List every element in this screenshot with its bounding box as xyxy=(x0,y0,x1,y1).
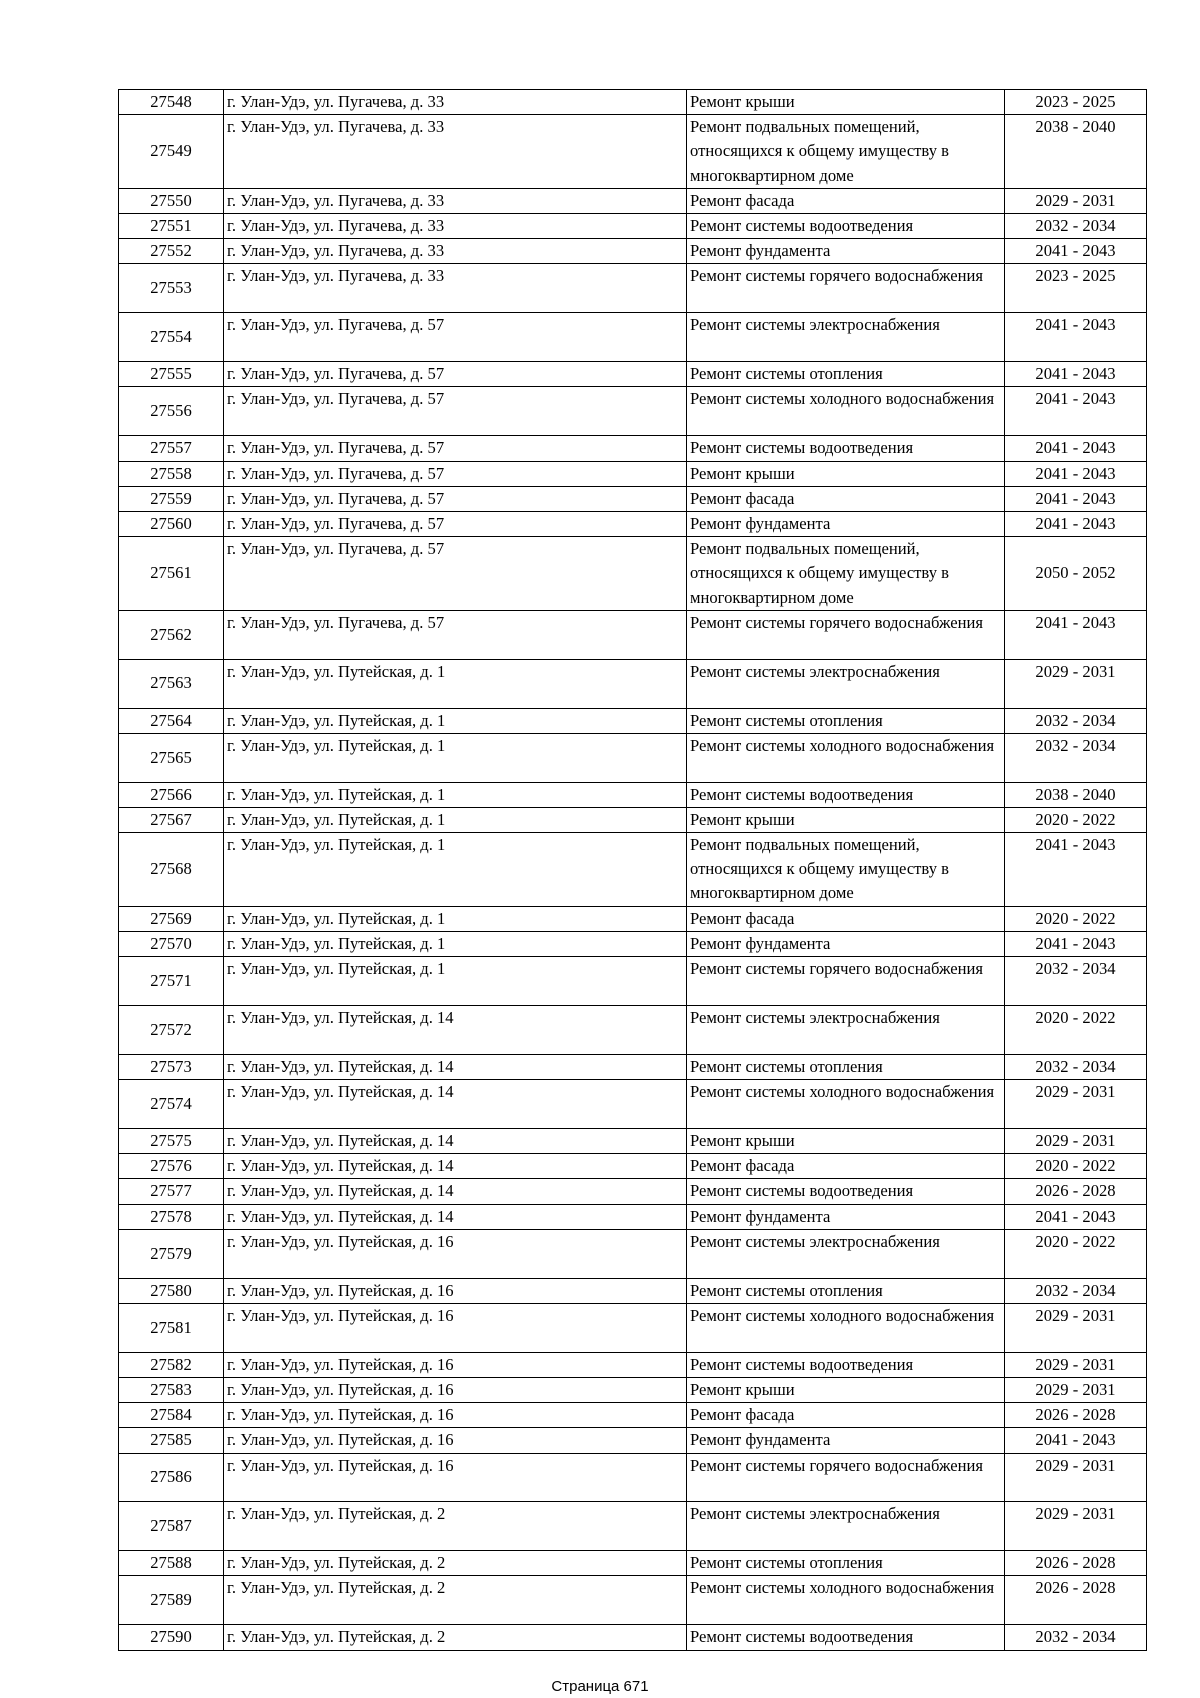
row-address: г. Улан-Удэ, ул. Пугачева, д. 57 xyxy=(224,387,687,436)
row-work-type: Ремонт системы отопления xyxy=(687,1054,1005,1079)
row-period: 2026 - 2028 xyxy=(1005,1551,1147,1576)
row-work-type: Ремонт системы отопления xyxy=(687,362,1005,387)
row-period: 2020 - 2022 xyxy=(1005,1229,1147,1278)
table-row xyxy=(119,1204,1147,1229)
row-number: 27564 xyxy=(119,708,224,733)
row-number: 27567 xyxy=(119,807,224,832)
table-row xyxy=(119,708,1147,733)
table-row xyxy=(119,1551,1147,1576)
row-work-type: Ремонт системы водоотведения xyxy=(687,214,1005,239)
row-work-type: Ремонт крыши xyxy=(687,807,1005,832)
row-address: г. Улан-Удэ, ул. Путейская, д. 16 xyxy=(224,1403,687,1428)
row-work-type: Ремонт крыши xyxy=(687,461,1005,486)
row-address: г. Улан-Удэ, ул. Путейская, д. 2 xyxy=(224,1625,687,1650)
row-period: 2041 - 2043 xyxy=(1005,833,1147,907)
row-period: 2041 - 2043 xyxy=(1005,239,1147,264)
table-row xyxy=(119,1403,1147,1428)
row-work-type: Ремонт системы отопления xyxy=(687,708,1005,733)
row-work-type: Ремонт фундамента xyxy=(687,1204,1005,1229)
row-address: г. Улан-Удэ, ул. Путейская, д. 1 xyxy=(224,782,687,807)
row-period: 2020 - 2022 xyxy=(1005,1005,1147,1054)
row-period: 2050 - 2052 xyxy=(1005,537,1147,611)
table-row xyxy=(119,1625,1147,1650)
row-work-type: Ремонт фасада xyxy=(687,906,1005,931)
row-period: 2020 - 2022 xyxy=(1005,906,1147,931)
row-work-type: Ремонт фундамента xyxy=(687,511,1005,536)
table-row xyxy=(119,188,1147,213)
row-period: 2041 - 2043 xyxy=(1005,436,1147,461)
row-number: 27582 xyxy=(119,1352,224,1377)
table-row xyxy=(119,833,1147,907)
row-period: 2029 - 2031 xyxy=(1005,1128,1147,1153)
row-period: 2020 - 2022 xyxy=(1005,1154,1147,1179)
table-row xyxy=(119,115,1147,189)
row-period: 2041 - 2043 xyxy=(1005,461,1147,486)
row-number: 27579 xyxy=(119,1229,224,1278)
row-number: 27585 xyxy=(119,1428,224,1453)
row-number: 27580 xyxy=(119,1278,224,1303)
row-address: г. Улан-Удэ, ул. Путейская, д. 1 xyxy=(224,708,687,733)
row-address: г. Улан-Удэ, ул. Пугачева, д. 33 xyxy=(224,115,687,189)
row-period: 2041 - 2043 xyxy=(1005,486,1147,511)
row-work-type: Ремонт фундамента xyxy=(687,239,1005,264)
row-period: 2032 - 2034 xyxy=(1005,1054,1147,1079)
row-number: 27548 xyxy=(119,90,224,115)
row-work-type: Ремонт фундамента xyxy=(687,1428,1005,1453)
table-row xyxy=(119,610,1147,659)
table-row xyxy=(119,1128,1147,1153)
table-row xyxy=(119,461,1147,486)
page-number: Страница 671 xyxy=(551,1678,649,1695)
row-period: 2029 - 2031 xyxy=(1005,188,1147,213)
row-address: г. Улан-Удэ, ул. Путейская, д. 16 xyxy=(224,1229,687,1278)
row-address: г. Улан-Удэ, ул. Пугачева, д. 33 xyxy=(224,264,687,313)
table-body xyxy=(119,90,1147,1651)
table-row xyxy=(119,264,1147,313)
table-row xyxy=(119,239,1147,264)
row-work-type: Ремонт системы холодного водоснабжения xyxy=(687,1303,1005,1352)
row-address: г. Улан-Удэ, ул. Путейская, д. 1 xyxy=(224,931,687,956)
row-number: 27586 xyxy=(119,1453,224,1502)
row-period: 2029 - 2031 xyxy=(1005,1352,1147,1377)
row-number: 27552 xyxy=(119,239,224,264)
row-number: 27550 xyxy=(119,188,224,213)
row-period: 2023 - 2025 xyxy=(1005,90,1147,115)
row-number: 27581 xyxy=(119,1303,224,1352)
row-period: 2029 - 2031 xyxy=(1005,1080,1147,1129)
row-address: г. Улан-Удэ, ул. Путейская, д. 14 xyxy=(224,1154,687,1179)
row-address: г. Улан-Удэ, ул. Путейская, д. 14 xyxy=(224,1005,687,1054)
row-period: 2020 - 2022 xyxy=(1005,807,1147,832)
row-address: г. Улан-Удэ, ул. Пугачева, д. 57 xyxy=(224,436,687,461)
table-row xyxy=(119,1005,1147,1054)
table-row xyxy=(119,1428,1147,1453)
row-work-type: Ремонт подвальных помещений, относящихся к общему имуществу в многоквартирном доме xyxy=(687,537,1005,611)
row-period: 2041 - 2043 xyxy=(1005,511,1147,536)
row-address: г. Улан-Удэ, ул. Путейская, д. 16 xyxy=(224,1303,687,1352)
row-number: 27571 xyxy=(119,957,224,1006)
row-work-type: Ремонт фасада xyxy=(687,188,1005,213)
row-work-type: Ремонт системы электроснабжения xyxy=(687,1502,1005,1551)
table-row xyxy=(119,957,1147,1006)
row-number: 27553 xyxy=(119,264,224,313)
row-work-type: Ремонт системы электроснабжения xyxy=(687,659,1005,708)
row-period: 2032 - 2034 xyxy=(1005,733,1147,782)
row-number: 27568 xyxy=(119,833,224,907)
row-number: 27572 xyxy=(119,1005,224,1054)
table-row xyxy=(119,931,1147,956)
row-address: г. Улан-Удэ, ул. Пугачева, д. 57 xyxy=(224,610,687,659)
row-address: г. Улан-Удэ, ул. Пугачева, д. 57 xyxy=(224,537,687,611)
row-address: г. Улан-Удэ, ул. Путейская, д. 2 xyxy=(224,1551,687,1576)
row-number: 27565 xyxy=(119,733,224,782)
row-period: 2032 - 2034 xyxy=(1005,214,1147,239)
row-work-type: Ремонт системы холодного водоснабжения xyxy=(687,733,1005,782)
row-address: г. Улан-Удэ, ул. Пугачева, д. 57 xyxy=(224,461,687,486)
row-number: 27584 xyxy=(119,1403,224,1428)
row-number: 27578 xyxy=(119,1204,224,1229)
table-row xyxy=(119,1453,1147,1502)
table-row xyxy=(119,362,1147,387)
row-period: 2029 - 2031 xyxy=(1005,1502,1147,1551)
table-row xyxy=(119,1303,1147,1352)
table-row xyxy=(119,1054,1147,1079)
row-work-type: Ремонт системы отопления xyxy=(687,1278,1005,1303)
row-work-type: Ремонт системы горячего водоснабжения xyxy=(687,1453,1005,1502)
row-work-type: Ремонт системы горячего водоснабжения xyxy=(687,264,1005,313)
row-number: 27587 xyxy=(119,1502,224,1551)
row-number: 27560 xyxy=(119,511,224,536)
table-row xyxy=(119,1502,1147,1551)
row-work-type: Ремонт системы отопления xyxy=(687,1551,1005,1576)
row-address: г. Улан-Удэ, ул. Пугачева, д. 33 xyxy=(224,188,687,213)
row-period: 2041 - 2043 xyxy=(1005,1204,1147,1229)
row-number: 27590 xyxy=(119,1625,224,1650)
row-work-type: Ремонт фасада xyxy=(687,1154,1005,1179)
row-address: г. Улан-Удэ, ул. Пугачева, д. 57 xyxy=(224,486,687,511)
table-row xyxy=(119,1229,1147,1278)
row-address: г. Улан-Удэ, ул. Пугачева, д. 33 xyxy=(224,214,687,239)
row-period: 2032 - 2034 xyxy=(1005,1278,1147,1303)
row-period: 2041 - 2043 xyxy=(1005,387,1147,436)
row-number: 27561 xyxy=(119,537,224,611)
row-number: 27570 xyxy=(119,931,224,956)
row-address: г. Улан-Удэ, ул. Путейская, д. 1 xyxy=(224,733,687,782)
table-row xyxy=(119,1154,1147,1179)
row-number: 27576 xyxy=(119,1154,224,1179)
row-number: 27557 xyxy=(119,436,224,461)
row-number: 27577 xyxy=(119,1179,224,1204)
row-period: 2032 - 2034 xyxy=(1005,957,1147,1006)
table-row xyxy=(119,906,1147,931)
row-work-type: Ремонт системы водоотведения xyxy=(687,436,1005,461)
table-row xyxy=(119,733,1147,782)
row-number: 27583 xyxy=(119,1377,224,1402)
row-address: г. Улан-Удэ, ул. Путейская, д. 16 xyxy=(224,1278,687,1303)
row-work-type: Ремонт подвальных помещений, относящихся к общему имуществу в многоквартирном доме xyxy=(687,115,1005,189)
row-work-type: Ремонт системы электроснабжения xyxy=(687,1005,1005,1054)
row-work-type: Ремонт фасада xyxy=(687,486,1005,511)
row-address: г. Улан-Удэ, ул. Путейская, д. 1 xyxy=(224,833,687,907)
table-row xyxy=(119,1352,1147,1377)
table-row xyxy=(119,436,1147,461)
row-address: г. Улан-Удэ, ул. Путейская, д. 1 xyxy=(224,906,687,931)
row-period: 2041 - 2043 xyxy=(1005,931,1147,956)
row-number: 27563 xyxy=(119,659,224,708)
row-number: 27569 xyxy=(119,906,224,931)
table-row xyxy=(119,1179,1147,1204)
table-row xyxy=(119,1377,1147,1402)
row-work-type: Ремонт системы водоотведения xyxy=(687,1179,1005,1204)
row-work-type: Ремонт крыши xyxy=(687,90,1005,115)
table-row xyxy=(119,387,1147,436)
row-period: 2041 - 2043 xyxy=(1005,362,1147,387)
row-address: г. Улан-Удэ, ул. Пугачева, д. 57 xyxy=(224,362,687,387)
row-address: г. Улан-Удэ, ул. Пугачева, д. 33 xyxy=(224,239,687,264)
row-address: г. Улан-Удэ, ул. Пугачева, д. 57 xyxy=(224,511,687,536)
table-row xyxy=(119,1080,1147,1129)
row-number: 27555 xyxy=(119,362,224,387)
table-row xyxy=(119,486,1147,511)
row-period: 2041 - 2043 xyxy=(1005,610,1147,659)
row-period: 2032 - 2034 xyxy=(1005,1625,1147,1650)
row-number: 27558 xyxy=(119,461,224,486)
row-address: г. Улан-Удэ, ул. Путейская, д. 2 xyxy=(224,1502,687,1551)
row-address: г. Улан-Удэ, ул. Путейская, д. 14 xyxy=(224,1179,687,1204)
table-row xyxy=(119,214,1147,239)
row-work-type: Ремонт системы водоотведения xyxy=(687,782,1005,807)
row-address: г. Улан-Удэ, ул. Пугачева, д. 33 xyxy=(224,90,687,115)
row-number: 27575 xyxy=(119,1128,224,1153)
row-address: г. Улан-Удэ, ул. Путейская, д. 1 xyxy=(224,659,687,708)
row-work-type: Ремонт системы горячего водоснабжения xyxy=(687,957,1005,1006)
row-period: 2038 - 2040 xyxy=(1005,115,1147,189)
row-number: 27551 xyxy=(119,214,224,239)
row-period: 2029 - 2031 xyxy=(1005,1453,1147,1502)
row-address: г. Улан-Удэ, ул. Путейская, д. 1 xyxy=(224,807,687,832)
table-row xyxy=(119,807,1147,832)
table-row xyxy=(119,537,1147,611)
row-period: 2026 - 2028 xyxy=(1005,1179,1147,1204)
table-row xyxy=(119,90,1147,115)
row-period: 2026 - 2028 xyxy=(1005,1576,1147,1625)
row-number: 27573 xyxy=(119,1054,224,1079)
table-row xyxy=(119,782,1147,807)
row-number: 27566 xyxy=(119,782,224,807)
row-work-type: Ремонт подвальных помещений, относящихся к общему имуществу в многоквартирном доме xyxy=(687,833,1005,907)
row-number: 27588 xyxy=(119,1551,224,1576)
repair-schedule-table xyxy=(118,89,1147,1651)
row-number: 27554 xyxy=(119,313,224,362)
row-work-type: Ремонт крыши xyxy=(687,1128,1005,1153)
table-row xyxy=(119,1278,1147,1303)
row-address: г. Улан-Удэ, ул. Путейская, д. 16 xyxy=(224,1428,687,1453)
table-row xyxy=(119,659,1147,708)
row-address: г. Улан-Удэ, ул. Путейская, д. 14 xyxy=(224,1054,687,1079)
row-period: 2041 - 2043 xyxy=(1005,1428,1147,1453)
row-address: г. Улан-Удэ, ул. Путейская, д. 1 xyxy=(224,957,687,1006)
row-address: г. Улан-Удэ, ул. Путейская, д. 14 xyxy=(224,1128,687,1153)
row-address: г. Улан-Удэ, ул. Путейская, д. 14 xyxy=(224,1204,687,1229)
row-work-type: Ремонт системы холодного водоснабжения xyxy=(687,387,1005,436)
row-work-type: Ремонт системы водоотведения xyxy=(687,1625,1005,1650)
row-number: 27559 xyxy=(119,486,224,511)
row-period: 2038 - 2040 xyxy=(1005,782,1147,807)
row-work-type: Ремонт системы холодного водоснабжения xyxy=(687,1576,1005,1625)
row-number: 27562 xyxy=(119,610,224,659)
row-work-type: Ремонт системы холодного водоснабжения xyxy=(687,1080,1005,1129)
row-address: г. Улан-Удэ, ул. Путейская, д. 16 xyxy=(224,1352,687,1377)
row-period: 2041 - 2043 xyxy=(1005,313,1147,362)
row-address: г. Улан-Удэ, ул. Путейская, д. 2 xyxy=(224,1576,687,1625)
row-work-type: Ремонт системы водоотведения xyxy=(687,1352,1005,1377)
row-number: 27589 xyxy=(119,1576,224,1625)
table-row xyxy=(119,511,1147,536)
row-work-type: Ремонт фасада xyxy=(687,1403,1005,1428)
row-address: г. Улан-Удэ, ул. Путейская, д. 14 xyxy=(224,1080,687,1129)
table-row xyxy=(119,1576,1147,1625)
row-number: 27549 xyxy=(119,115,224,189)
row-address: г. Улан-Удэ, ул. Путейская, д. 16 xyxy=(224,1377,687,1402)
row-number: 27556 xyxy=(119,387,224,436)
row-period: 2032 - 2034 xyxy=(1005,708,1147,733)
row-address: г. Улан-Удэ, ул. Путейская, д. 16 xyxy=(224,1453,687,1502)
row-work-type: Ремонт системы электроснабжения xyxy=(687,1229,1005,1278)
row-period: 2029 - 2031 xyxy=(1005,1303,1147,1352)
row-period: 2029 - 2031 xyxy=(1005,659,1147,708)
row-period: 2029 - 2031 xyxy=(1005,1377,1147,1402)
row-number: 27574 xyxy=(119,1080,224,1129)
row-work-type: Ремонт системы горячего водоснабжения xyxy=(687,610,1005,659)
row-period: 2023 - 2025 xyxy=(1005,264,1147,313)
row-work-type: Ремонт фундамента xyxy=(687,931,1005,956)
row-work-type: Ремонт системы электроснабжения xyxy=(687,313,1005,362)
row-work-type: Ремонт крыши xyxy=(687,1377,1005,1402)
row-period: 2026 - 2028 xyxy=(1005,1403,1147,1428)
table-row xyxy=(119,313,1147,362)
row-address: г. Улан-Удэ, ул. Пугачева, д. 57 xyxy=(224,313,687,362)
